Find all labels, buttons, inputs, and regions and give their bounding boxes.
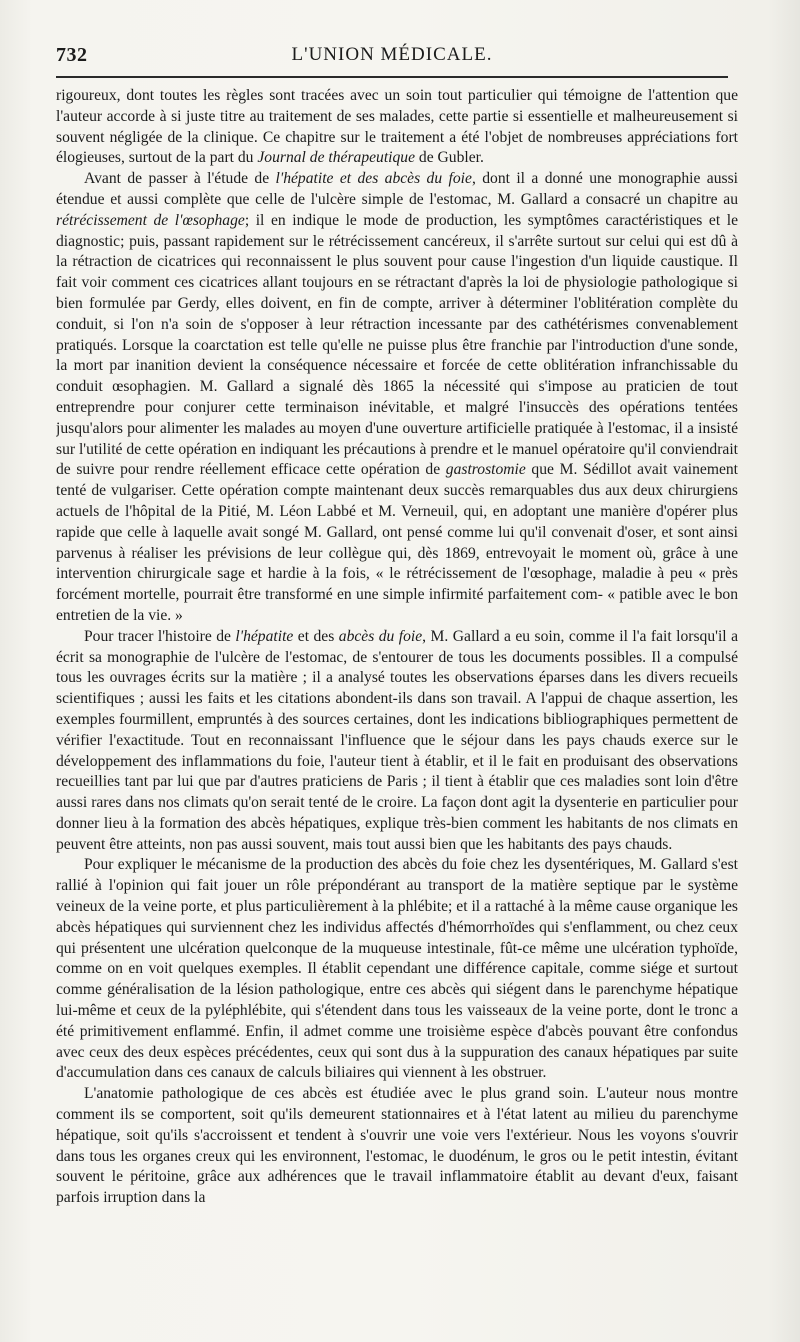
header-rule bbox=[56, 76, 728, 78]
text-run: , dont il a donné une monographie aussi étendue et aussi complète que celle de l'ulcère simple de l'estomac, M. Gallard a consacré un chapitre au bbox=[56, 170, 738, 208]
text-run: rigoureux, dont toutes les règles sont tracées avec un soin tout particulier qui témoigne de l'attention que l'auteur accorde à si juste titre au traitement de ses malades, cette partie si essentielle et malheureusement si souvent négligée de la clinique. Ce chapitre sur le traitement a été l'objet de nombreuses appréciations fort élogieuses, surtout de la part du bbox=[56, 87, 738, 167]
paragraph bbox=[56, 855, 738, 1084]
text-run: de Gubler. bbox=[415, 149, 484, 167]
text-run: ; il en indique le mode de production, les symptômes caractéristiques et le diagnostic; puis, passant rapidement sur le rétrécissement cancéreux, il s'arrête surtout sur celui qui est dû à la rétraction de cicatrices qui reconnaissent le plus souvent pour cause l'ingestion d'un liquide caustique. Il fait voir comment ces cicatrices allant toujours en se rétractant d'après la loi de physiologie pathologique si bien formulée par Gerdy, elles doivent, en fin de compte, arriver à déterminer l'oblitération complète du conduit, si l'on n'a soin de s'opposer à leur rétraction incessante par des cathétérismes convenablement pratiqués. Lorsque la coarctation est telle qu'elle ne puisse plus être franchie par l'introduction d'une sonde, la mort par inanition devient la conséquence nécessaire et forcée de cette oblitération infranchissable du conduit œsophagien. M. Gallard a signalé dès 1865 la nécessité qui s'impose au praticien de tout entreprendre pour conjurer cette terminaison inévitable, et malgré l'insuccès des opérations tentées jusqu'alors pour alimenter les malades au moyen d'une ouverture artificielle pratiquée à l'estomac, il a insisté sur l'utilité de cette opération en indiquant les précautions à prendre et le manuel opératoire qu'il conviendrait de suivre pour rendre réellement efficace cette opération de bbox=[56, 211, 738, 479]
italic-text: Journal de thérapeutique bbox=[257, 149, 416, 167]
paragraph bbox=[56, 169, 738, 627]
text-run: Avant de passer à l'étude de bbox=[84, 170, 276, 188]
paragraph bbox=[56, 627, 738, 856]
italic-text: l'hépatite et des abcès du foie bbox=[275, 170, 472, 188]
text-run: Pour expliquer le mécanisme de la production des abcès du foie chez les dysentériques, M. Gallard s'est rallié à l'opinion qui fait jouer un rôle prépondérant au transport de la matière septique par le système veineux de la veine porte, et plus particulièrement à la phlébite; et il a rattaché à la même cause organique les abcès hépatiques qui surviennent chez les individus affectés d'hémorrhoïdes qui s'enflamment, ou chez ceux qui présentent une ulcération quelconque de la muqueuse intestinale, fût-ce même une ulcération typhoïde, comme on en voit quelques exemples. Il établit cependant une différence capitale, comme siége et surtout comme généralisation de la lésion pathologique, entre ces abcès qui siégent dans le parenchyme hépatique lui-même et ceux de la pyléphlébite, qui s'étendent dans tous les vaisseaux de la veine porte, dont le tronc a été primitivement enflammé. Enfin, il admet comme une troisième espèce d'abcès pouvant être confondus avec ceux des deux espèces précédentes, ceux qui sont dus à la suppuration des canaux hépatiques par suite d'accumulation dans ces canaux de calculs biliaires qui viennent à les obstruer. bbox=[56, 856, 738, 1082]
text-run: et des bbox=[293, 627, 339, 645]
italic-text: l'hépatite bbox=[235, 627, 294, 645]
journal-title: L'UNION MÉDICALE. bbox=[291, 44, 493, 65]
paragraph bbox=[56, 86, 738, 169]
italic-text: rétrécissement de l'œsophage bbox=[56, 211, 245, 229]
article-body bbox=[56, 86, 738, 1286]
italic-text: abcès du foie bbox=[338, 627, 423, 645]
text-run: que M. Sédillot avait vainement tenté de vulgariser. Cette opération compte maintenant deux succès remarquables dus aux deux chirurgiens actuels de l'hôpital de la Pitié, M. Léon Labbé et M. Verneuil, qui, en adoptant une manière d'opérer plus rapide que celle à laquelle avait songé M. Gallard, ont pensé comme lui qu'il convenait d'oser, et sont ainsi parvenus à réaliser les prévisions de leur collègue qui, dès 1869, entrevoyait le moment où, grâce à une intervention chirurgicale sage et hardie à la fois, « le rétrécissement de l'œsophage, maladie à peu « près forcément mortelle, pourrait être transformé en une simple infirmité parfaitement com- « patible avec le bon entretien de la vie. » bbox=[56, 461, 738, 624]
italic-text: gastrostomie bbox=[445, 461, 526, 479]
paragraph bbox=[56, 1084, 738, 1209]
running-header bbox=[56, 40, 728, 70]
text-run: Pour tracer l'histoire de bbox=[84, 627, 236, 645]
text-run: L'anatomie pathologique de ces abcès est étudiée avec le plus grand soin. L'auteur nous montre comment ils se comportent, soit qu'ils demeurent stationnaires et à l'état latent au milieu du parenchyme hépatique, soit qu'ils s'accroissent et tendent à s'ouvrir une voie vers l'extérieur. Nous les voyons s'ouvrir dans tous les organes creux qui les environnent, l'estomac, le duodénum, le gros ou le petit intestin, évitant souvent le péritoine, grâce aux adhérences que le travail inflammatoire établit au devant d'eux, faisant parfois irruption dans la bbox=[56, 1085, 738, 1207]
text-run: , M. Gallard a eu soin, comme il l'a fait lorsqu'il a écrit sa monographie de l'ulcère de l'estomac, de s'entourer de tous les documents possibles. Il a compulsé tous les ouvrages écrits sur la matière ; il a analysé toutes les observations éparses dans les divers recueils scientifiques ; aussi les faits et les citations abondent-ils dans son travail. A l'appui de chaque assertion, les exemples fourmillent, empruntés à des sources certaines, dont les indications bibliographiques permettent de vérifier l'exactitude. Tout en reconnaissant l'influence que le séjour dans les pays chauds exerce sur le développement des inflammations du foie, l'auteur tient à établir, et il le fait en produisant des observations recueillies tant par lui que par d'autres praticiens de Paris ; il tient à établir que ces maladies sont loin d'être aussi rares dans nos climats qu'on serait tenté de le croire. La façon dont agit la dysenterie en particulier pour donner lieu à la formation des abcès hépatiques, explique très-bien comment les habitants de nos climats en peuvent être atteints, non pas aussi souvent, mais tout aussi bien que les habitants des pays chauds. bbox=[56, 627, 738, 853]
page-number: 732 bbox=[56, 44, 88, 66]
